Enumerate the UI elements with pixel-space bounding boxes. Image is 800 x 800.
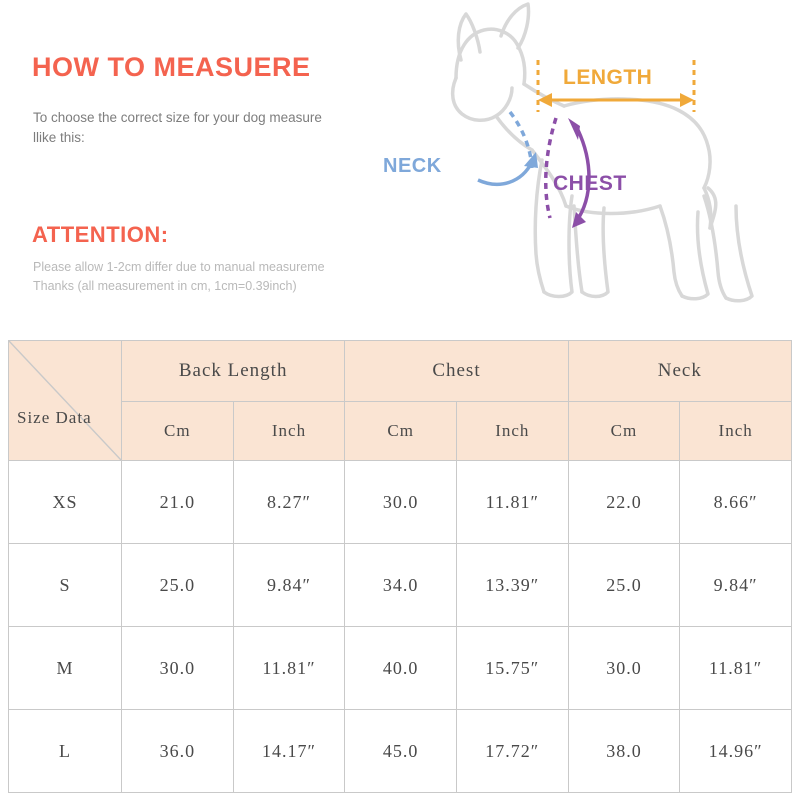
size-data-label: Size Data (17, 408, 92, 427)
attention-title: ATTENTION: (32, 222, 169, 247)
row-size-label: S (9, 544, 122, 627)
header-chest: Chest (345, 341, 568, 402)
size-data-corner-cell (9, 341, 122, 461)
cell-back-length-inch: 14.17″ (233, 710, 345, 793)
cell-neck-inch: 8.66″ (680, 461, 792, 544)
header-back-length: Back Length (122, 341, 345, 402)
cell-neck-cm: 22.0 (568, 461, 680, 544)
chest-label: CHEST (553, 172, 627, 195)
size-table-container (8, 340, 792, 793)
cell-chest-inch: 13.39″ (456, 544, 568, 627)
header-unit-inch-back-length: Inch (233, 402, 345, 461)
header-unit-inch-neck: Inch (680, 402, 792, 461)
cell-neck-cm: 30.0 (568, 627, 680, 710)
cell-chest-cm: 40.0 (345, 627, 457, 710)
table-header-unit-row (9, 402, 792, 461)
header-unit-cm-neck: Cm (568, 402, 680, 461)
neck-label: NECK (383, 155, 442, 177)
cell-chest-cm: 45.0 (345, 710, 457, 793)
size-table (8, 340, 792, 793)
cell-chest-cm: 34.0 (345, 544, 457, 627)
instructions-section (0, 0, 800, 340)
page-title: HOW TO MEASUERE (32, 52, 311, 82)
length-label: LENGTH (563, 66, 653, 89)
cell-chest-inch: 17.72″ (456, 710, 568, 793)
header-unit-inch-chest: Inch (456, 402, 568, 461)
cell-neck-inch: 9.84″ (680, 544, 792, 627)
table-header-group-row (9, 341, 792, 402)
cell-neck-cm: 38.0 (568, 710, 680, 793)
cell-back-length-cm: 21.0 (122, 461, 234, 544)
table-row (9, 461, 792, 544)
header-unit-cm-back-length: Cm (122, 402, 234, 461)
dog-measurement-diagram (360, 0, 800, 340)
cell-back-length-cm: 30.0 (122, 627, 234, 710)
attention-note-line-1: Please allow 1-2cm differ due to manual measureme (33, 260, 325, 274)
cell-neck-inch: 14.96″ (680, 710, 792, 793)
diagonal-divider-icon (9, 341, 121, 460)
row-size-label: M (9, 627, 122, 710)
cell-neck-cm: 25.0 (568, 544, 680, 627)
table-row (9, 627, 792, 710)
cell-back-length-inch: 9.84″ (233, 544, 345, 627)
instructions-text: To choose the correct size for your dog measure llike this: (33, 110, 322, 145)
cell-back-length-inch: 8.27″ (233, 461, 345, 544)
table-row (9, 710, 792, 793)
cell-chest-inch: 11.81″ (456, 461, 568, 544)
cell-back-length-inch: 11.81″ (233, 627, 345, 710)
cell-back-length-cm: 25.0 (122, 544, 234, 627)
attention-note (33, 258, 373, 297)
cell-chest-inch: 15.75″ (456, 627, 568, 710)
header-neck: Neck (568, 341, 791, 402)
header-unit-cm-chest: Cm (345, 402, 457, 461)
row-size-label: XS (9, 461, 122, 544)
attention-note-line-2: Thanks (all measurement in cm, 1cm=0.39inch) (33, 279, 297, 294)
table-row (9, 544, 792, 627)
row-size-label: L (9, 710, 122, 793)
cell-neck-inch: 11.81″ (680, 627, 792, 710)
cell-back-length-cm: 36.0 (122, 710, 234, 793)
cell-chest-cm: 30.0 (345, 461, 457, 544)
